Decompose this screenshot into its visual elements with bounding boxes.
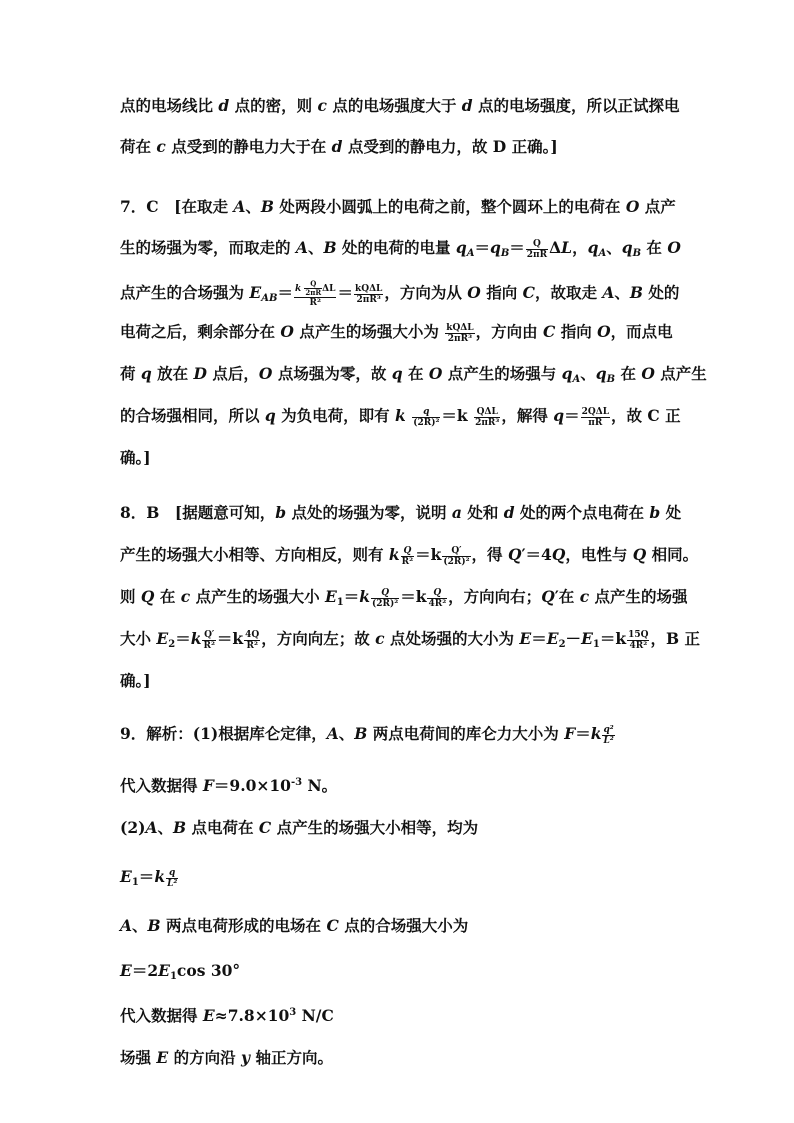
- fraction: $\frac{4Q}{\text{R²}}$: [245, 629, 260, 651]
- text-line: 场强 E 的方向沿 y 轴正方向。: [120, 1048, 333, 1067]
- text-line: 电荷之后，剩余部分在 O 点产生的场强大小为 $\frac{\text{kQΔL}}{\text{2πR³}}$ ，方向由 C 指向 O，而点电: [120, 322, 673, 344]
- text-line: A、B 两点电荷形成的电场在 C 点的合场强大小为: [120, 916, 469, 935]
- text-line: 代入数据得 $E\approx 7.8\times 10^3$ N/C: [120, 1006, 334, 1025]
- fraction: $\frac{15Q}{\text{4R²}}$: [628, 629, 649, 651]
- fraction: $\frac{\text{q²}}{\text{L²}}$: [603, 724, 614, 746]
- text-line: 则 Q 在 c 点产生的场强大小 $E_1=k$ $\frac{Q}{\text{(2R)²}}$ ＝k $\frac{Q}{\text{4R²}}$ ，方向向右；Q′在 c 点产生的场强: [120, 587, 688, 609]
- fraction: $\frac{Q}{\text{R²}}$: [401, 545, 414, 567]
- text-line: 生的场强为零，而取走的 A、B 处的电荷的电量 $q_A=q_B=$ $\frac{Q}{2\pi R}$ ΔL，$q_A$、$q_B$ 在 O: [120, 238, 681, 260]
- fraction: $\frac{\text{QΔL}}{\text{2πR³}}$: [475, 406, 500, 428]
- text-line: 9．解析：(1)根据库仑定律，A、B 两点电荷间的库仑力大小为 F＝k $\frac{\text{q²}}{\text{L²}}$: [120, 724, 614, 746]
- text-line: 确。]: [120, 448, 151, 467]
- text-line: $E=2E_1\cos$ 30°: [120, 961, 241, 982]
- text-line: 8．B [据题意可知，b 点处的场强为零，说明 a 处和 d 处的两个点电荷在 b 处: [120, 503, 682, 522]
- fraction: $\frac{Q}{2\pi R}$: [526, 238, 548, 260]
- text-line: 7．C [在取走 A、B 处两段小圆弧上的电荷之前，整个圆环上的电荷在 O 点产: [120, 197, 676, 216]
- document-body: [120, 96, 707, 1068]
- text-line: 点的电场线比 d 点的密，则 c 点的电场强度大于 d 点的电场强度，所以正试探电: [120, 96, 680, 115]
- text-line: 大小 $E_2=k$ $\frac{Q'}{\text{R²}}$ ＝k $\frac{4Q}{\text{R²}}$ ，方向向左；故 c 点处场强的大小为 $E=E_2-E_1=k$ $\frac{15Q}{\text{4R²}}$ ，B 正: [120, 629, 700, 651]
- text-line: 的合场强相同，所以 q 为负电荷，即有 k $\frac{q}{\text{(2R)²}}$ ＝k $\frac{\text{QΔL}}{\text{2πR³}}$ ，解得 q＝ $\frac{\text{2QΔL}}{\pi R}$ ，故 C 正: [120, 406, 681, 428]
- fraction: $\frac{Q}{\text{(2R)²}}$: [372, 587, 399, 609]
- fraction: $\frac{Q}{\text{4R²}}$: [428, 587, 447, 609]
- text-line: 确。]: [120, 671, 151, 690]
- fraction: $\frac{\text{kQΔL}}{\text{2πR³}}$: [446, 322, 474, 344]
- text-line: 点产生的合场强为 $E_{AB}=$ k $\frac{Q}{2\pi R}$ ΔL R² ＝ $\frac{\text{kQΔL}}{\text{2πR³}}$ ，方向为从 O 指向 C，故取走 A、B 处的: [120, 279, 680, 308]
- fraction: $\frac{\text{kQΔL}}{\text{2πR³}}$: [355, 283, 383, 305]
- fraction: $\frac{\text{2QΔL}}{\pi R}$: [581, 406, 610, 428]
- text-line: 荷在 c 点受到的静电力大于在 d 点受到的静电力，故 D 正确。]: [120, 137, 558, 156]
- fraction: $\frac{q}{\text{L²}}$: [167, 867, 178, 889]
- fraction: k $\frac{Q}{2\pi R}$ ΔL R²: [294, 279, 336, 308]
- fraction: $\frac{Q'}{\text{(2R)²}}$: [443, 545, 470, 567]
- text-line: $E_1=k$ $\frac{q}{\text{L²}}$: [120, 867, 178, 889]
- text-line: 产生的场强大小相等、方向相反，则有 k $\frac{Q}{\text{R²}}$ ＝k $\frac{Q'}{\text{(2R)²}}$ ，得 Q′＝4Q，电性与 Q 相同。: [120, 545, 699, 567]
- fraction: $\frac{Q'}{\text{R²}}$: [203, 629, 215, 651]
- text-line: 荷 q 放在 D 点后，O 点场强为零，故 q 在 O 点产生的场强与 $q_A$、$q_B$ 在 O 点产生: [120, 364, 707, 385]
- text-line: 代入数据得 $F=9.0\times 10^{-3}$ N。: [120, 776, 338, 795]
- fraction: $\frac{q}{\text{(2R)²}}$: [413, 406, 440, 428]
- text-line: (2)A、B 点电荷在 C 点产生的场强大小相等，均为: [120, 818, 479, 837]
